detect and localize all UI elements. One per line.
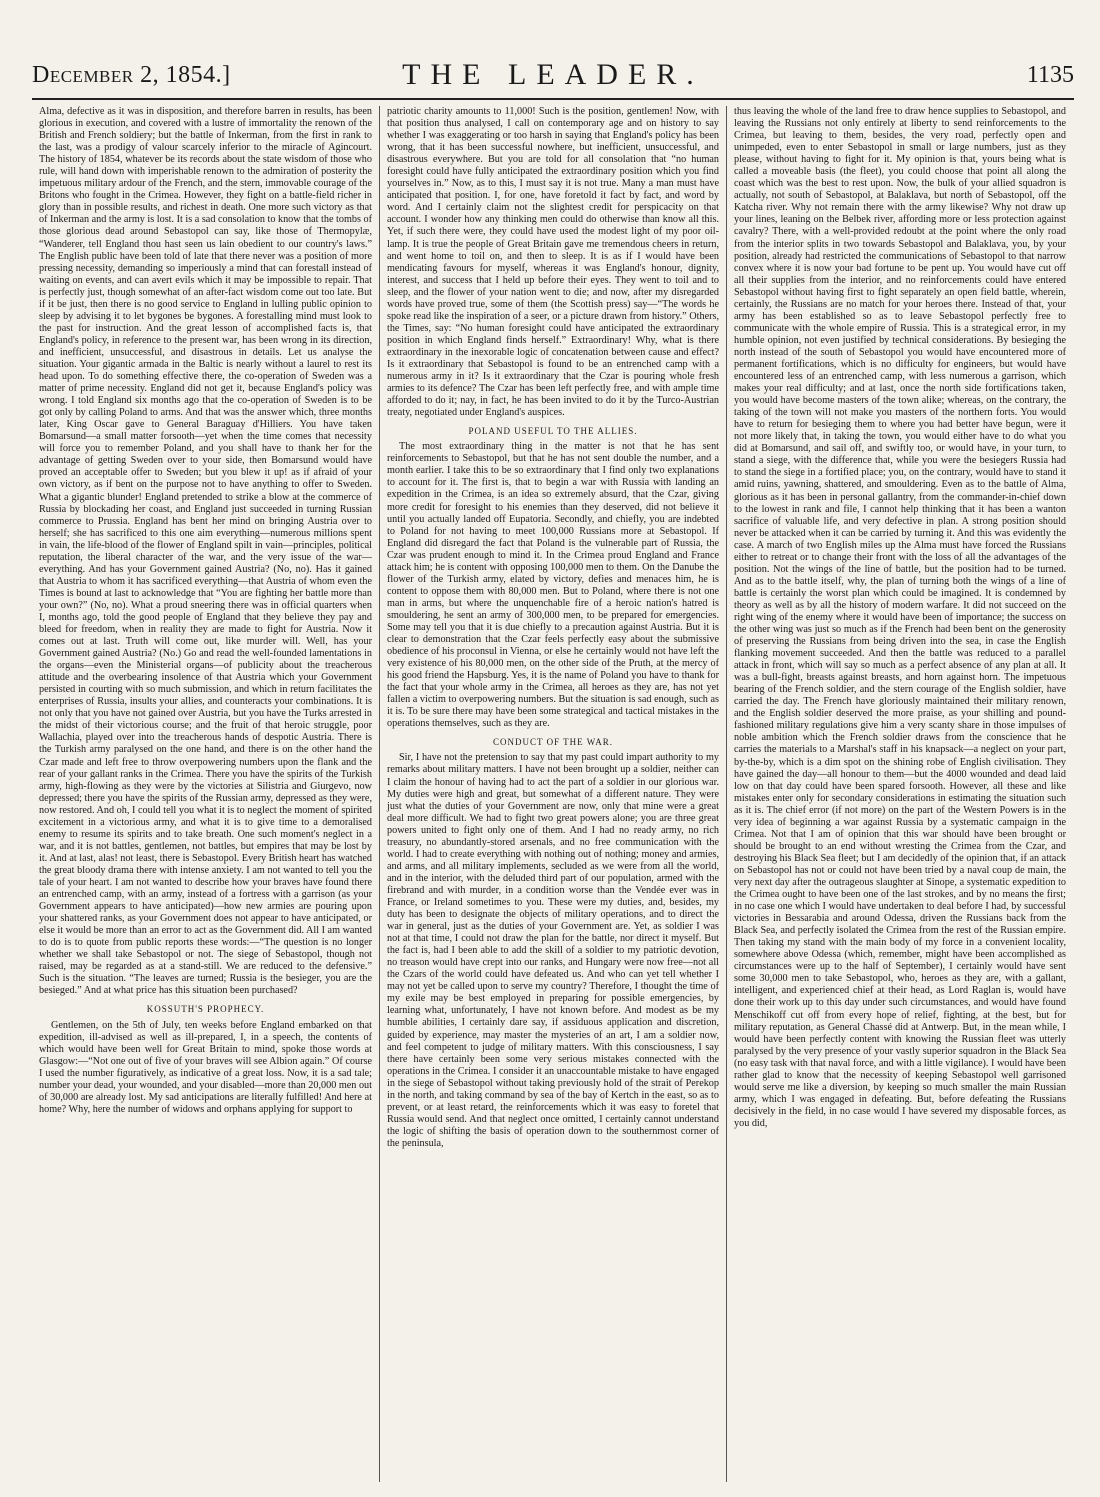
- section-heading: KOSSUTH'S PROPHECY.: [146, 1004, 265, 1015]
- section-heading: POLAND USEFUL TO THE ALLIES.: [468, 426, 638, 437]
- paragraph: Sir, I have not the pretension to say that my past could impart authority to my remarks about military matters. I have not been brought up a soldier, neither can I claim the honour of having had to act the part of a soldier in our glorious war. My duties were high and great, but somewhat of a different nature. They were just what the duties of your Government are now, only that mine were a great deal more difficult. We had to fight two great powers alone; you are three great powers united to fight only one of them. And I had no ready army, no rich treasury, no abundantly-stored arsenals, and no free communication with the world. I had to create everything with nothing out of nothing; money and armies, and arms, and all military implements, secluded as we were from all the world, and in the interior, with the deluded third part of our population, armed with the firebrand and with murder, in a condition worse than the Vendée ever was in France, or Ireland sometimes to you. These were my duties, and, besides, my duty has been to designate the objects of military operations, and to direct the war in general, just as the duties of your Government are. Yet, as soldier I was not at that time, I could not draw the plan for the battle, nor direct it myself. But the fact is, had I been able to add the skill of a soldier to my patriotic devotion, no treason would have crept into our ranks, and Hungary were now free—not all the Czars of the world could have defeated us. And who can yet tell whether I may not yet be called upon to serve my country? Therefore, I thought the time of my exile may be best employed in preparing for possible emergencies, by learning what, unfortunately, I have not known before. And modest as be my humble abilities, I certainly dare say, if assiduous application and discretion, guided by experience, may master the mysteries of an art, I am a soldier now, and feel competent to judge of military matters. With this consciousness, I say there have certainly been some very serious mistakes connected with the operations in the Crimea. I consider it an unaccountable mistake to have engaged in the siege of Sebastopol without taking previously hold of the strait of Perekop in the north, and taking command by sea of the bay of Kertch in the east, so as to prevent, or at least retard, the reinforcements which it was easy to foretel that Russia would send. And that neglect once omitted, I certainly cannot understand the logic of shifting the basis of operation down to the southernmost corner of the peninsula,: [387, 752, 719, 1149]
- issue-date: December 2, 1854.]: [32, 62, 231, 88]
- section-heading: CONDUCT OF THE WAR.: [492, 737, 613, 748]
- article-columns: [32, 106, 1074, 1482]
- paragraph: patriotic charity amounts to 11,000! Such is the position, gentlemen! Now, with that position thus analysed, I call on contemporary age and on history to say whether I was exaggerating or too harsh in saying that England's policy has been wrong, that it has been successful nowhere, but inefficient, unsuccessful, and disastrous everywhere. But you are told for all consolation that “no human foresight could have fully anticipated the extraordinary position which you find yourselves in.” Now, as to this, I must say it is not true. Many a man must have anticipated that position. I, for one, have foretold it fact by fact, and word by word. And I certainly claim not the slightest credit for perspicacity on that account. I wonder how any thinking men could do otherwise than know all this. Yet, if such there were, they could have used the modest light of my poor oil-lamp. It is true the people of Great Britain gave me tremendous cheers in return, and went home to toil on, and then to sleep. It is as if I would have been mendicating favours for myself, whereas it was England's honour, dignity, interest, and success that I held up before their eyes. They went to toil and to sleep, and the flower of your nation went to die; and now, after my disregarded words have proved true, some of them (the Scottish press) say—“The words he spoke read like the inspiration of a seer, or a picture drawn from history.” Others, the Times, say: “No human foresight could have anticipated the extraordinary position in which England finds herself.” Extraordinary! Why, what is there extraordinary in the inexorable logic of concatenation between cause and effect? Is it extraordinary that Sebastopol is found to be an entrenched camp with a numerous army in it? Is it extraordinary that the Czar is pouring whole fresh armies to its defence? The Czar has been left perfectly free, and with ample time afforded to do it; nay, in fact, he has been invited to do it by the Turco-Austrian treaty, negotiated under England's auspices.: [387, 106, 719, 419]
- masthead: [32, 58, 1074, 100]
- column-3: [726, 106, 1073, 1482]
- paragraph: Alma, defective as it was in disposition, and therefore barren in results, has been glorious in execution, and covered with a lustre of immortality the renown of the British and French soldiery; but the battle of Inkerman, from the first in rank to the last, was a prodigy of valour scarcely inferior to the miracle of Agincourt. The history of 1854, whatever be its records about the state wisdom of those who rule, will hand down with imperishable renown to the admiration of posterity the impetuous military ardour of the French, and the stern, immovable courage of the Britons who fought in the Crimea. However, they fight on a battle-field richer in glory than in possible results, and richest in death. One more such victory as that of Inkerman and the army is lost. It is a sad consolation to know that the tombs of those glorious dead around Sebastopol can say, like those of Thermopylæ, “Wanderer, tell England thou hast seen us lain obedient to our country's laws.” The English public have been told of late that there never was a position of more pressing necessity, demanding so imperiously a mind that can forestall instead of waiting on events, and can avert evils which it may be impossible to repair. That is perfectly just, though somewhat of an after-fact wisdom come out too late. But if it be just, then there is no good service to England in lulling public opinion to sleep by advising it to let bygones be bygones. A forestalling mind must look to the past for instruction. And the great lesson of accomplished facts is, that England's policy, in reference to the present war, has been wrong in its direction, and inefficient, unsuccessful, and disastrous in details. Let us analyse the situation. Your gigantic armada in the Baltic is nearly without a laurel to rest its head upon. To do something effective there, the co-operation of Sweden was a matter of prime necessity. England did not get it, because England's policy was wrong. I told England six months ago that the co-operation of Sweden is to be got only by calling Poland to arms. And that was the answer which, three months later, King Oscar gave to General Baraguay d'Hilliers. You have taken Bomarsund—a small matter forsooth—yet when the time comes that necessity will force you to remember Poland, and you shall have to thank her for the advantage of getting Sweden over to your side, then Bomarsund would have proved an acceptable offer to Sweden; but you blew it up! as if afraid of your own victory, as if bent on the purpose not to have anything to offer to Sweden. What a gigantic blunder! England pretended to strike a blow at the commerce of Russia by blockading her coast, and England just succeeded in turning Russian commerce to Prussia. England has bent her mind on bringing Austria over to herself; she has sacrificed to this one aim everything—numerous millions spent in vain, the life-blood of the flower of England spilt in vain—principles, political reputation, the liberal character of the war, and the very issue of the war—everything. And has your Government gained Austria? (No, no). Has it gained that Austria to whom it has sacrificed everything—that Austria of whom even the Times is bound at last to acknowledge that “You are fighting her battle more than your own?” (No, no). What a proud sneering there was in official quarters when I, months ago, told the good people of England that they believe they pay and bleed for freedom, when in reality they are made to fight for Austria. Now it comes out at last. Truth will come out, like murder will. Well, has your Government gained Austria? (No.) Go and read the well-founded lamentations in the organs—even the Ministerial organs—of publicity about the treacherous attitude and the overbearing insolence of that Austria which your Government persisted in courting with so much submission, and which in return facilitates the enterprises of Russia, insults your allies, and counteracts your combinations. It is not only that you have not gained over Austria, but you have the Turks arrested in the midst of their victorious course; and the fruit of that heroic struggle, poor Wallachia, played over into the treacherous hands of despotic Austria. There is the Turkish army paralysed on the one hand, and there is on the other hand the Czar made and left free to throw overpowering numbers upon the flank and the rear of your gallant ranks in the Crimea. There you have the spirits of the Turkish army, high-flowing as they were by the victories at Silistria and Giurgevo, now depressed; there you have the spirits of the Russian army, depressed as they were, now restored. And oh, I could tell you what it is to neglect the moment of spirited excitement in a victorious army, and what it is to give time to a demoralised enemy to resume its spirits and to take breath. One such moment's neglect in a war, and it is not battles, gentlemen, not battles, but empires that may be lost by it. And at last, alas! not least, there is Sebastopol. Every British heart has watched the great bloody drama there with intense anxiety. I am not wanted to tell you the tale of your heart. I am not wanted to describe how your braves have found there an entrenched camp, with an army, instead of a fortress with a garrison (as your Government appears to have anticipated)—how new armies are pouring upon your shattered ranks, as your Government does not appear to have anticipated, or else it would be more than an error to act as the Government did. All I am wanted to do is to quote from public reports these words:—“The question is no longer whether we shall take Sebastopol or not. The siege of Sebastopol, though not raised, may be regarded as at a stand-still. We are reduced to the defensive.” Such is the situation. “The leaves are turned; Russia is the besieger, you are the besieged.” And at what price has this situation been purchased?: [39, 106, 372, 997]
- paragraph: The most extraordinary thing in the matter is not that he has sent reinforcements to Sebastopol, but that he has not sent double the number, and a month earlier. I take this to be so extraordinary that I find only two explanations to account for it. The first is, that to begin a war with Russia with landing an expedition in the Crimea, is an idea so extremely absurd, that the Czar, giving more credit for foresight to his enemies than they deserved, did not believe it until you actually landed off Eupatoria. Secondly, and chiefly, you are indebted to Poland for not having to meet 100,000 Russians more at Sebastopol. If England did disregard the fact that Poland is the vulnerable part of Russia, the Czar was prudent enough to mind it. In the Crimea proud England and France attack him; he is content with opposing 100,000 men to them. On the Danube the flower of the Turkish army, elated by victory, defies and menaces him, he is content to oppose them with 80,000 men. But to Poland, where there is not one man in arms, but where the unquenchable fire of a heroic nation's hatred is smouldering, he sent an army of 300,000 men, to be prepared for emergencies. Some may tell you that it is due chiefly to a precaution against Austria. But it is clear to demonstration that the Czar feels perfectly easy about the submissive obedience of his proconsul in Vienna, or else he certainly would not have left the very existence of his 80,000 men, on the other side of the Pruth, at the mercy of his good friend the Hapsburg. Yes, it is the name of Poland you have to thank for the fact that your whole army in the Crimea, all heroes as they are, has not yet fallen a victim to overpowering numbers. But the situation is sad enough, such as it is. To be sure there may have been some strategical and tactical mistakes in the operations themselves, such as they are.: [387, 441, 719, 730]
- newspaper-title: THE LEADER.: [402, 58, 704, 91]
- column-2: [379, 106, 726, 1482]
- paragraph: Gentlemen, on the 5th of July, ten weeks before England embarked on that expedition, ill-advised as well as ill-prepared, I, in a speech, the contents of which would have been well for Great Britain to mind, spoke those words at Glasgow:—“Not one out of five of your braves will see Albion again.” Of course I used the number figuratively, as indicative of a great loss. Now, it is a sad tale; number your dead, your wounded, and your disabled—more than 20,000 men out of 30,000 are already lost. My sad anticipations are literally fulfilled! And here at home? Why, here the number of widows and orphans applying for support to: [39, 1019, 372, 1115]
- paragraph: thus leaving the whole of the land free to draw hence supplies to Sebastopol, and leaving the Russians not only entirely at liberty to send reinforcements to the Crimea, but leaving to them, besides, the very road, perfectly open and unimpeded, even to enter Sebastopol in small or large numbers, just as they please, without having to fight for it. My opinion is that, yours being what is called a moveable basis (the fleet), you could choose that point all along the coast which was the best to rest upon. Now, the bulk of your allied squadron is actually, not south of Sebastopol, at Balaklava, but north of Sebastopol, off the Katcha river. Why not remain there with the army likewise? Why not draw up your lines, leaning on the Belbek river, affording more or less protection against cavalry? There, with a well-provided redoubt at the point where the only road from the interior splits in two towards Sebastopol and Balaklava, you, by your position, already had restricted the communications of Sebastopol to that narrow convex where it is now your bad fortune to be pent up. You would have cut off all their supplies from the interior, and no reinforcements could have entered Sebastopol without having first to fight separately an open field battle, wherein, certainly, the Russians are no match for your heroes there. Instead of that, your army has been established so as to leave Sebastopol perfectly free to communicate with the whole empire of Russia. This is a strategical error, in my humble opinion, not even justified by technical considerations. By besieging the north instead of the south of Sebastopol you would have encountered more of permanent fortifications, which is no difficulty for engineers, but would have encountered less of an entrenched camp, with less numerous a garrison, which makes your real difficulty; and at last, once the north side fortifications taken, you would have become masters of the town alike; whereas, on the contrary, the taking of the town will not make you masters of the northern forts. You would have to return for besieging them to where you had better have begun, were it not more likely that, in taking the town, you would either have to do what you did at Bomarsund, and sail off, and swiftly too, or would have, in your turn, to stand a siege, with the difference that, while you were the besiegers Russia had to stand the siege in a fortified place; you, on the contrary, would have to stand it amid ruins, yawning, shattered, and smouldering. Even as to the battle of Alma, glorious as it has been in personal gallantry, from the commander-in-chief down to the lowest in rank and file, I cannot help thinking that it has been a wanton sacrifice of valuable life, and very defective in plan. A strong position should never be attacked when it can be carried by turning it. And this was evidently the case. A march of two English miles up the Alma must have forced the Russians either to retreat or to change their front with the loss of all the advantages of the position. Not the wings of the line of battle, but the position had to be turned. And as to the battle itself, why, the plan of turning both the wings of a line of battle is certainly the worst plan which could be imagined. It is condemned by theory as well as by all the history of modern warfare. It did not succeed on the right wing of the enemy where it would have been of importance; the success on the other wing was just so much as if the French had been bent on the generosity of preserving the Russians from being driven into the sea, in case the English flanking movement succeeded. And then the battle was reduced to a parallel attack in front, which will say so much as a perfect absence of any plan at all. It was a bull-fight, breasts against breasts, and horn against horn. The impetuous bearing of the French soldier, and the stern courage of the English soldier, have carried the day. The French have gloriously maintained their military renown, and the English soldier deserved the more praise, as your shilling and pound-fashioned military regulations give him a very scanty share in those impulses of noble ambition which the French soldier draws from the conscience that he carries the materials to a Marshal's staff in his knapsack—a neglect on your part, by-the-by, which is a dim spot on the shining robe of English civilisation. They have gained the day—all honour to them—but the 4000 wounded and dead laid low on that day could have been spared forsooth. However, all these and like mistakes enter only for secondary considerations in estimating the situation such as it is. The chief error (if not more) on the part of the Western Powers is in the very idea of beginning a war against Russia by a systematic campaign in the Crimea. Not that I am of opinion that this war should have been brought or should be brought to an end without wresting the Crimea from the Czar, and destroying his Black Sea fleet; but I am decidedly of the opinion that, if an attack on Sebastopol has not or could not have been tried by a naval coup de main, the very next day after the outrageous slaughter at Sinope, a systematic expedition to the Crimea ought to have been one of the last strokes, and by no means the first; in no case one which I would have undertaken to deal before I had, by successful victories in Bessarabia and around Odessa, driven the Russians back from the Black Sea, and perfectly isolated the Crimea from the rest of the Russian empire. Then taking my stand with the main body of my force in a convenient locality, somewhere above Odessa (which, remember, might have been accomplished as circumstances were up to the half of September), I certainly would have sent some 30,000 men to take Sebastopol, who, heroes as they are, with a gallant, intelligent, and experienced chief at their head, as Lord Raglan is, would have done their work up to this day under such circumstances, and would have found Menschikoff cut off from every hope of relief, fighting, at the best, but for military reputation, as General Chassé did at Antwerp. But, in the mean while, I would have been perfectly content with knowing the Russian fleet was utterly paralysed by the very presence of your vastly superior squadron in the Black Sea (no easy task with that naval force, and with a little vigilance). I would have been rather glad to know that the necessity of keeping Sebastopol well garrisoned would serve me like a diversion, by keeping so much smaller the main Russian army, which I was engaged in defeating. But, before defeating the Russians decisively in the field, in no case would I have severed my disposable forces, as you did,: [734, 106, 1066, 1129]
- column-1: [32, 106, 379, 1482]
- page-number: 1135: [1026, 62, 1074, 88]
